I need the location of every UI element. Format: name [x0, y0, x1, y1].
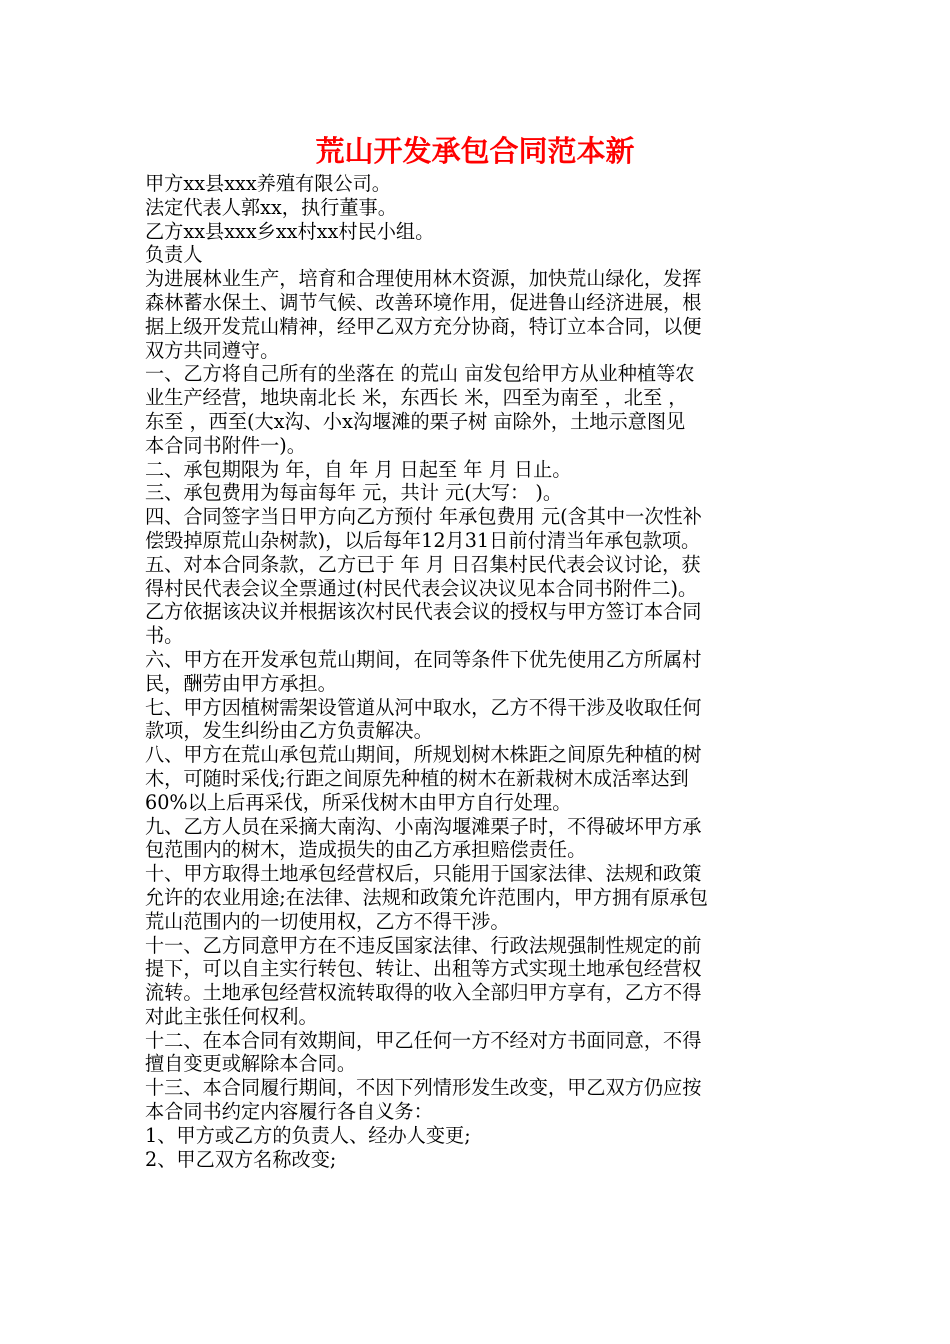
text-line: 本合同书附件一)。: [145, 433, 306, 457]
text-line: 业生产经营，地块南北长 米，东西长 米，四至为南至 ，北至 ，: [145, 386, 688, 410]
text-line: 八、甲方在荒山承包荒山期间，所规划树木株距之间原先种植的树: [145, 743, 702, 767]
text-line: 本合同书约定内容履行各自义务：: [145, 1100, 433, 1124]
text-line: 据上级开发荒山精神，经甲乙双方充分协商，特订立本合同，以便: [145, 314, 702, 338]
text-line: 十二、在本合同有效期间，甲乙任何一方不经对方书面同意，不得: [145, 1028, 702, 1052]
text-line: 法定代表人郭xx，执行董事。: [145, 195, 397, 219]
text-line: 二、承包期限为 年，自 年 月 日起至 年 月 日止。: [145, 457, 572, 481]
text-line: 偿毁掉原荒山杂树款)，以后每年12月31日前付清当年承包款项。: [145, 528, 701, 552]
text-line: 十三、本合同履行期间，不因下列情形发生改变，甲乙双方仍应按: [145, 1076, 702, 1100]
text-line: 流转。土地承包经营权流转取得的收入全部归甲方享有，乙方不得: [145, 981, 702, 1005]
text-line: 对此主张任何权利。: [145, 1004, 318, 1028]
text-line: 提下，可以自主实行转包、转让、出租等方式实现土地承包经营权: [145, 957, 702, 981]
text-line: 款项，发生纠纷由乙方负责解决。: [145, 719, 433, 743]
text-line: 一、乙方将自己所有的坐落在 的荒山 亩发包给甲方从业种植等农: [145, 362, 695, 386]
text-line: 七、甲方因植树需架设管道从河中取水，乙方不得干涉及收取任何: [145, 695, 702, 719]
text-line: 乙方依据该决议并根据该次村民代表会议的授权与甲方签订本合同: [145, 600, 702, 624]
text-line: 木，可随时采伐;行距之间原先种植的树木在新栽树木成活率达到: [145, 766, 689, 790]
text-line: 2、甲乙双方名称改变;: [145, 1147, 337, 1171]
text-line: 双方共同遵守。: [145, 338, 280, 362]
text-line: 60%以上后再采伐，所采伐树木由甲方自行处理。: [145, 790, 572, 814]
text-line: 九、乙方人员在采摘大南沟、小南沟堰滩栗子时，不得破坏甲方承: [145, 814, 702, 838]
text-line: 1、甲方或乙方的负责人、经办人变更;: [145, 1123, 471, 1147]
text-line: 书。: [145, 624, 184, 648]
text-line: 荒山范围内的一切使用权，乙方不得干涉。: [145, 909, 510, 933]
text-line: 为进展林业生产，培育和合理使用林木资源，加快荒山绿化，发挥: [145, 267, 702, 291]
text-line: 五、对本合同条款，乙方已于 年 月 日召集村民代表会议讨论，获: [145, 552, 701, 576]
text-line: 民，酬劳由甲方承担。: [145, 671, 337, 695]
text-line: 擅自变更或解除本合同。: [145, 1052, 357, 1076]
text-line: 乙方xx县xxx乡xx村xx村民小组。: [145, 219, 435, 243]
text-line: 得村民代表会议全票通过(村民代表会议决议见本合同书附件二)。: [145, 576, 698, 600]
text-line: 包范围内的树木，造成损失的由乙方承担赔偿责任。: [145, 838, 587, 862]
text-line: 四、合同签字当日甲方向乙方预付 年承包费用 元(含其中一次性补: [145, 505, 702, 529]
text-line: 负责人: [145, 243, 203, 267]
text-line: 甲方xx县xxx养殖有限公司。: [145, 172, 391, 195]
text-line: 十、甲方取得土地承包经营权后，只能用于国家法律、法规和政策: [145, 862, 702, 886]
text-line: 三、承包费用为每亩每年 元，共计 元(大写： )。: [145, 481, 563, 505]
text-line: 允许的农业用途;在法律、法规和政策允许范围内，甲方拥有原承包: [145, 885, 708, 909]
text-line: 六、甲方在开发承包荒山期间，在同等条件下优先使用乙方所属村: [145, 647, 702, 671]
text-line: 东至 ，西至(大x沟、小x沟堰滩的栗子树 亩除外，土地示意图见: [145, 409, 686, 433]
document-body: [145, 172, 809, 1171]
text-line: 十一、乙方同意甲方在不违反国家法律、行政法规强制性规定的前: [145, 933, 702, 957]
text-line: 森林蓄水保土、调节气候、改善环境作用，促进鲁山经济进展，根: [145, 290, 702, 314]
document-title: 荒山开发承包合同范本新: [315, 134, 635, 168]
